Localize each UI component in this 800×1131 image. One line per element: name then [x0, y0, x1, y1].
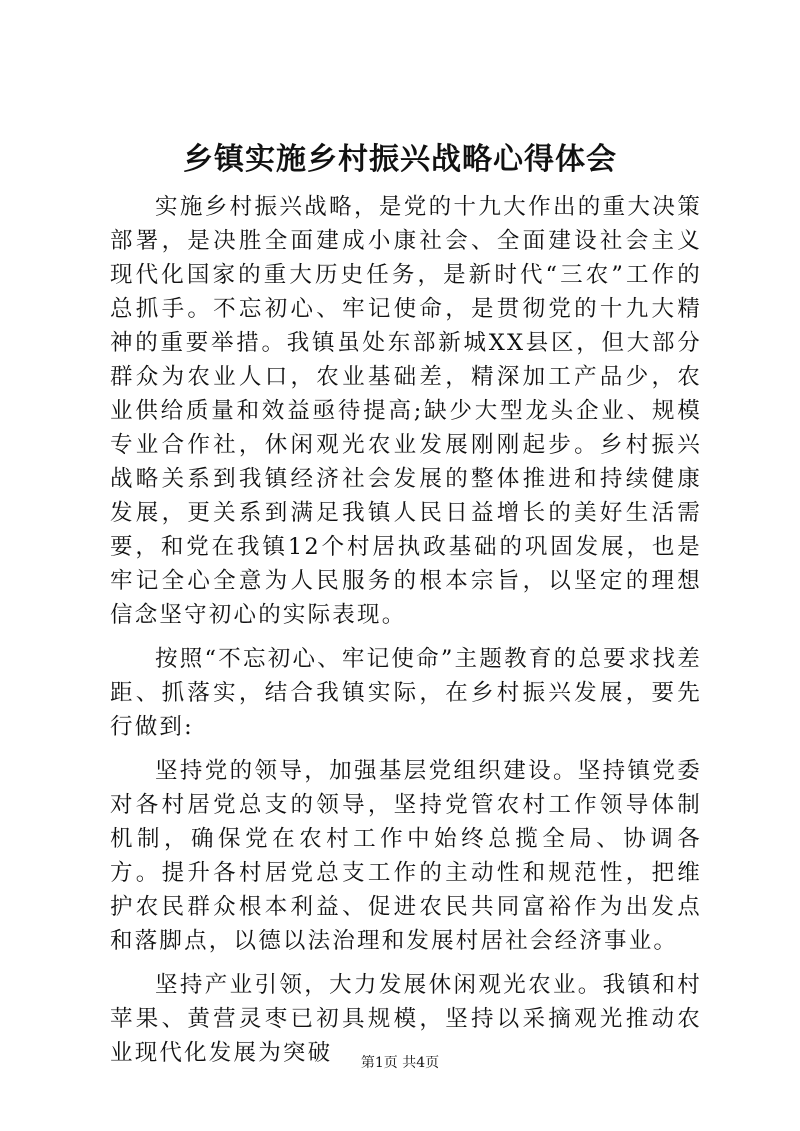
paragraph-4: 坚持产业引领，大力发展休闲观光农业。我镇和村苹果、黄营灵枣已初具规模，坚持以采摘观光推动农业现代化发展为突破 [110, 972, 702, 1066]
document-body [110, 190, 702, 1070]
paragraph-1: 实施乡村振兴战略，是党的十九大作出的重大决策部署，是决胜全面建成小康社会、全面建设社会主义现代化国家的重大历史任务，是新时代“三农”工作的总抓手。不忘初心、牢记使命，是贯彻党的十九大精神的重要举措。我镇虽处东部新城XX县区，但大部分群众为农业人口，农业基础差，精深加工产品少，农业供给质量和效益亟待提高;缺少大型龙头企业、规模专业合作社，休闲观光农业发展刚刚起步。乡村振兴战略关系到我镇经济社会发展的整体推进和持续健康发展，更关系到满足我镇人民日益增长的美好生活需要，和党在我镇12个村居执政基础的巩固发展，也是牢记全心全意为人民服务的根本宗旨，以坚定的理想信念坚守初心的实际表现。 [110, 194, 702, 628]
document-title: 乡镇实施乡村振兴战略心得体会 [183, 142, 617, 177]
paragraph-2: 按照“不忘初心、牢记使命”主题教育的总要求找差距、抓落实，结合我镇实际，在乡村振兴发展，要先行做到: [110, 646, 702, 740]
page-number-footer: 第1页 共4页 [360, 1055, 440, 1071]
paragraph-3: 坚持党的领导，加强基层党组织建设。坚持镇党委对各村居党总支的领导，坚持党管农村工作领导体制机制，确保党在农村工作中始终总揽全局、协调各方。提升各村居党总支工作的主动性和规范性，把维护农民群众根本利益、促进农民共同富裕作为出发点和落脚点，以德以法治理和发展村居社会经济事业。 [110, 758, 702, 954]
